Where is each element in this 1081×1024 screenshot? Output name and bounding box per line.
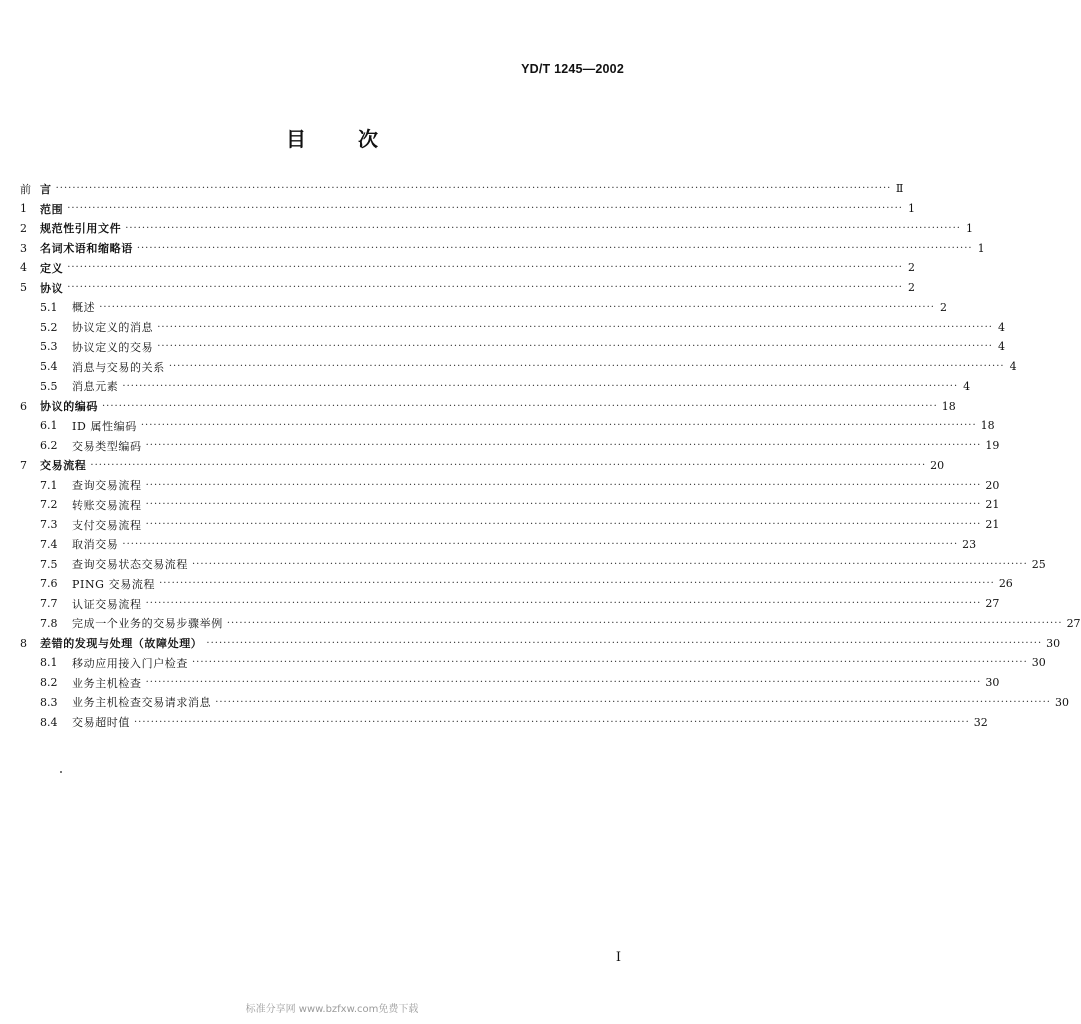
toc-entry[interactable] [20,298,947,318]
toc-entry-page: 4 [997,340,1005,354]
toc-dot-leader: ········································································································································································································ [67,282,903,294]
toc-entry-number: 7 [20,458,27,472]
toc-entry-page: 21 [985,518,1000,532]
toc-entry[interactable] [20,219,973,239]
toc-entry-page: 2 [939,300,947,314]
toc-entry[interactable] [20,515,1000,535]
toc-entry-page: Ⅱ [895,182,904,196]
toc-entry-label: 业务主机检查 [72,676,142,690]
toc-entry[interactable] [20,594,1000,614]
page-number: I [615,950,621,965]
toc-entry[interactable] [20,179,904,199]
toc-entry-number: 7.4 [40,537,58,551]
toc-entry-page: 1 [907,202,915,216]
toc-entry-page: 21 [985,498,1000,512]
toc-entry-page: 4 [963,379,971,393]
toc-title-left: 目 [286,127,306,151]
toc-entry[interactable] [20,436,1000,456]
toc-entry-label: 消息元素 [72,380,119,394]
toc-entry-number: 6.1 [40,419,58,433]
toc-entry-number: 8.4 [40,715,58,729]
toc-entry-number: 6.2 [40,439,58,453]
toc-entry[interactable] [20,258,915,278]
toc-title [0,123,664,152]
toc-dot-leader: ········································································································································································································ [145,479,982,491]
toc-entry[interactable] [20,396,956,416]
toc-entry[interactable] [20,535,977,555]
toc-dot-leader: ········································································································································································································ [168,361,1005,373]
watermark: 标准分享网 www.bzfxw.com免费下载 [245,1004,419,1015]
toc-entry-page: 18 [980,419,995,433]
toc-dot-leader: ········································································································································································································ [99,301,935,313]
toc-dot-leader: ········································································································································································································ [157,321,993,333]
toc-entry-page: 23 [962,537,977,551]
toc-dot-leader: ········································································································································································································ [192,558,1028,570]
toc-entry-page: 1 [977,241,985,255]
toc-entry[interactable] [20,238,985,258]
toc-entry[interactable] [20,337,1005,357]
toc-entry[interactable] [20,712,988,732]
toc-entry-page: 30 [1046,636,1061,650]
toc-entry-page: 4 [1009,360,1017,374]
toc-entry-number: 1 [20,202,27,216]
toc-entry-number: 8 [20,636,27,650]
toc-entry-page: 4 [997,320,1005,334]
toc-dot-leader: ········································································································································································································ [136,242,973,254]
toc-entry-label: 查询交易流程 [72,479,142,493]
toc-entry-number: 5.3 [40,340,58,354]
toc-entry[interactable] [20,199,915,219]
toc-dot-leader: ········································································································································································································ [145,677,982,689]
toc-entry-page: 2 [907,281,915,295]
toc-entry-label: 业务主机检查交易请求消息 [72,696,212,710]
toc-entry[interactable] [20,693,1069,713]
toc-entry-label: PING 交易流程 [72,577,156,591]
toc-dot-leader: ········································································································································································································ [226,617,1063,629]
toc-entry[interactable] [20,554,1046,574]
toc-entry-label: 取消交易 [72,538,119,552]
toc-entry-label: 规范性引用文件 [40,222,122,236]
toc-entry[interactable] [20,673,1000,693]
toc-entry-page: 30 [1031,656,1046,670]
toc-entry-label: 查询交易状态交易流程 [72,558,188,572]
toc-entry-number: 5.1 [40,300,58,314]
toc-dot-leader: ········································································································································································································ [102,400,938,412]
toc-dot-leader: ········································································································································································································ [55,183,892,195]
toc-entry-number: 7.2 [40,498,58,512]
toc-entry-label: 范围 [40,202,64,216]
toc-entry-number: 5.2 [40,320,58,334]
toc-entry[interactable] [20,475,1000,495]
toc-entry-number: 2 [20,221,27,235]
toc-entry-number: 前 [20,182,31,196]
toc-entry-page: 18 [941,399,956,413]
toc-dot-leader: ········································································································································································································ [215,696,1051,708]
toc-entry[interactable] [20,574,1013,594]
toc-entry-label: 协议定义的消息 [72,321,154,335]
toc-entry-page: 30 [1054,695,1069,709]
toc-entry-page: 2 [907,261,915,275]
toc-dot-leader: ········································································································································································································ [192,657,1028,669]
toc-entry-page: 20 [985,478,1000,492]
toc-entry-number: 8.2 [40,676,58,690]
toc-entry-label: 支付交易流程 [72,518,142,532]
toc-dot-leader: ········································································································································································································ [159,578,995,590]
toc-dot-leader: ········································································································································································································ [134,716,970,728]
toc-entry-page: 32 [973,715,988,729]
toc-entry-label: 移动应用接入门户检查 [72,656,188,670]
toc-entry-number: 7.7 [40,597,58,611]
toc-dot-leader: ········································································································································································································ [145,440,982,452]
toc-list [20,179,1081,732]
toc-dot-leader: ········································································································································································································ [145,499,982,511]
toc-entry-label: 交易类型编码 [72,439,142,453]
toc-entry-number: 6 [20,399,27,413]
toc-entry-page: 1 [965,221,973,235]
toc-entry-page: 30 [985,676,1000,690]
toc-dot-leader: ········································································································································································································ [122,380,959,392]
toc-entry[interactable] [20,614,1081,634]
toc-entry-label: 协议 [40,281,64,295]
toc-dot-leader: ········································································································································································································ [145,519,982,531]
toc-entry-label: 交易超时值 [72,716,130,730]
toc-entry-number: 7.3 [40,518,58,532]
toc-entry-number: 4 [20,261,27,275]
toc-dot-leader: ········································································································································································································ [140,420,977,432]
toc-entry-label: 概述 [72,301,96,315]
toc-entry-page: 26 [998,577,1013,591]
toc-title-right: 次 [358,127,378,151]
toc-entry-number: 5 [20,281,27,295]
toc-entry[interactable] [20,416,995,436]
toc-entry-number: 3 [20,241,27,255]
toc-entry-page: 19 [985,439,1000,453]
toc-dot-leader: ········································································································································································································ [145,598,982,610]
toc-entry-number: 7.6 [40,577,58,591]
toc-entry-number: 5.5 [40,379,58,393]
toc-entry-page: 25 [1031,557,1046,571]
toc-entry-label: 交易流程 [40,459,87,473]
toc-entry-number: 7.1 [40,478,58,492]
toc-entry-number: 7.8 [40,616,58,630]
toc-entry-page: 27 [985,597,1000,611]
toc-entry-label: ID 属性编码 [72,419,137,433]
toc-entry-label: 协议定义的交易 [72,340,154,354]
toc-entry[interactable] [20,357,1017,377]
scan-speck [60,771,62,773]
toc-dot-leader: ········································································································································································································ [67,262,903,274]
toc-dot-leader: ········································································································································································································ [206,637,1043,649]
toc-entry[interactable] [20,278,915,298]
toc-entry[interactable] [20,495,1000,515]
toc-dot-leader: ········································································································································································································ [90,459,927,471]
toc-dot-leader: ········································································································································································································ [67,203,903,215]
toc-entry-label: 消息与交易的关系 [72,360,165,374]
toc-entry-label: 言 [40,182,52,196]
document-code: YD/T 1245—2002 [521,62,624,76]
toc-dot-leader: ········································································································································································································ [122,538,959,550]
toc-entry-number: 5.4 [40,360,58,374]
toc-entry[interactable] [20,377,971,397]
toc-dot-leader: ········································································································································································································ [125,222,961,234]
toc-entry[interactable] [20,456,945,476]
toc-entry[interactable] [20,633,1061,653]
toc-entry-page: 20 [930,458,945,472]
toc-entry-label: 名词术语和缩略语 [40,242,133,256]
toc-entry[interactable] [20,653,1046,673]
toc-entry[interactable] [20,317,1005,337]
toc-dot-leader: ········································································································································································································ [157,341,993,353]
toc-entry-label: 认证交易流程 [72,597,142,611]
toc-entry-label: 完成一个业务的交易步骤举例 [72,617,223,631]
toc-entry-label: 协议的编码 [40,400,98,414]
toc-entry-number: 7.5 [40,557,58,571]
toc-entry-label: 定义 [40,261,64,275]
toc-entry-page: 27 [1066,616,1081,630]
toc-entry-label: 转账交易流程 [72,498,142,512]
toc-entry-number: 8.1 [40,656,58,670]
toc-entry-number: 8.3 [40,695,58,709]
toc-entry-label: 差错的发现与处理（故障处理） [40,637,203,651]
